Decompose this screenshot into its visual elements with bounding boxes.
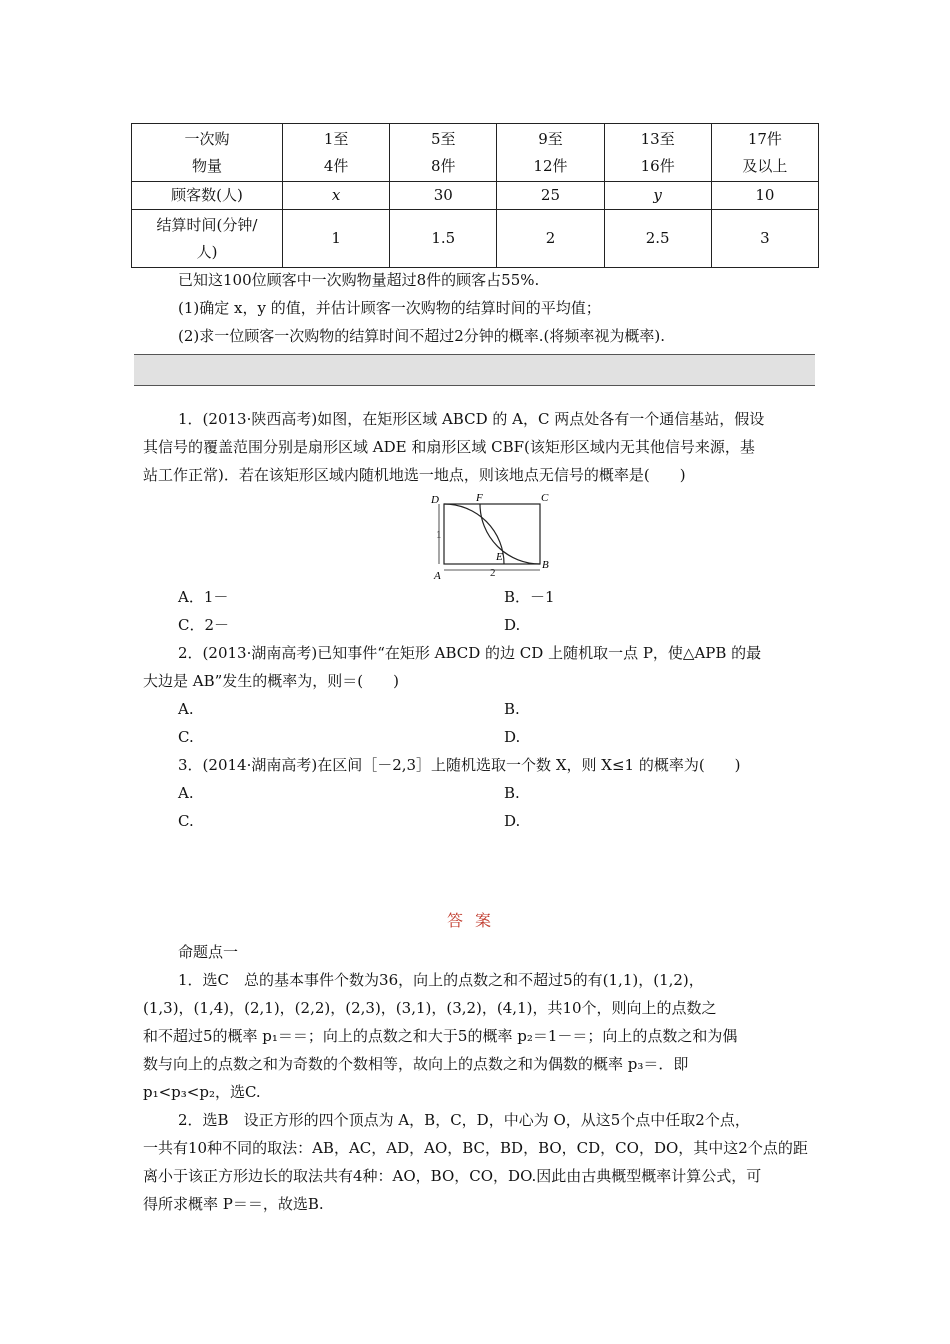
table-cell — [283, 124, 390, 182]
question-line: 大边是 AB”发生的概率为，则＝( ) — [143, 672, 399, 690]
answer-line: 离小于该正方形边长的取法共有4种：AO，BO，CO，DO.因此由古典概型概率计算公式，可 — [143, 1167, 762, 1185]
table-cell — [711, 124, 818, 182]
cell-line: 结算时间(分钟/ 人) — [156, 215, 258, 261]
table-row — [132, 210, 819, 268]
arc-cbf — [480, 504, 540, 564]
cell-line: 17件 及以上 — [742, 129, 788, 175]
table-cell: y — [604, 182, 711, 210]
arc-ade — [444, 504, 504, 564]
answer-line: 1．选C 总的基本事件个数为36，向上的点数之和不超过5的有(1,1)，(1,2)， — [178, 971, 704, 989]
answer-line: (1,3)，(1,4)，(2,1)，(2,2)，(2,3)，(3,1)，(3,2)，(4,1)，共10个，则向上的点数之 — [143, 999, 717, 1017]
label-c: C — [541, 492, 549, 504]
table-cell: x — [283, 182, 390, 210]
label-b: B — [542, 559, 549, 571]
question-line: 2．(2013·湖南高考)已知事件“在矩形 ABCD 的边 CD 上随机取一点 P，使△APB 的最 — [178, 644, 762, 662]
option-c: C. — [178, 812, 194, 830]
question-line: 站工作正常)．若在该矩形区域内随机地选一地点，则该地点无信号的概率是( ) — [143, 466, 686, 484]
option-b: B. — [504, 784, 520, 802]
table-cell: 1.5 — [390, 210, 497, 268]
rectangle-abcd — [444, 504, 540, 564]
answer-line: p₁<p₃<p₂，选C. — [143, 1083, 261, 1101]
table-cell: 1 — [283, 210, 390, 268]
label-2: 2 — [490, 567, 496, 579]
table-row — [132, 124, 819, 182]
option-b: B．－1 — [504, 588, 555, 606]
data-table — [131, 123, 819, 268]
answer-line: 2．选B 设正方形的四个顶点为 A，B，C，D，中心为 O，从这5个点中任取2个点， — [178, 1111, 750, 1129]
section-heading: 命题点一 — [178, 943, 239, 961]
table-cell — [497, 124, 604, 182]
table-cell: 25 — [497, 182, 604, 210]
question-line: 3．(2014·湖南高考)在区间［－2,3］上随机选取一个数 X，则 X≤1 的概率为( ) — [178, 756, 741, 774]
label-e: E — [496, 551, 503, 563]
table-cell — [132, 124, 283, 182]
label-1: 1 — [436, 529, 442, 541]
intro-line: 已知这100位顾客中一次购物量超过8件的顾客占55%. — [178, 271, 540, 289]
option-b: B. — [504, 700, 520, 718]
cell-line: 1至 4件 — [323, 129, 349, 175]
cell-line: 13至 16件 — [640, 129, 675, 175]
option-d: D. — [504, 616, 521, 634]
intro-line: (2)求一位顾客一次购物的结算时间不超过2分钟的概率.(将频率视为概率). — [178, 327, 666, 345]
question-line: 1．(2013·陕西高考)如图，在矩形区域 ABCD 的 A，C 两点处各有一个通信基站，假设 — [178, 410, 765, 428]
section-bar — [134, 354, 815, 386]
option-a: A. — [178, 784, 194, 802]
intro-line: (1)确定 x，y 的值，并估计顾客一次购物的结算时间的平均值； — [178, 299, 601, 317]
table-cell — [390, 124, 497, 182]
table-cell: 3 — [711, 210, 818, 268]
table-cell: 2 — [497, 210, 604, 268]
answer-line: 和不超过5的概率 p₁＝＝；向上的点数之和大于5的概率 p₂＝1－＝；向上的点数之和为偶 — [143, 1027, 738, 1045]
table-cell: 2.5 — [604, 210, 711, 268]
table-cell: 顾客数(人) — [132, 182, 283, 210]
option-c: C．2－ — [178, 616, 230, 634]
option-a: A. — [178, 700, 194, 718]
answer-line: 数与向上的点数之和为奇数的个数相等，故向上的点数之和为偶数的概率 p₃＝．即 — [143, 1055, 689, 1073]
label-d: D — [431, 494, 439, 506]
cell-line: 一次购 物量 — [184, 129, 230, 175]
option-c: C. — [178, 728, 194, 746]
cell-line: 9至 12件 — [533, 129, 568, 175]
option-d: D. — [504, 728, 521, 746]
cell-line: 5至 8件 — [431, 129, 456, 175]
option-a: A．1－ — [178, 588, 229, 606]
answer-line: 一共有10种不同的取法：AB，AC，AD，AO，BC，BD，BO，CD，CO，DO，其中这2个点的距 — [143, 1139, 808, 1157]
option-d: D. — [504, 812, 521, 830]
table-cell — [132, 210, 283, 268]
answer-line: 得所求概率 P＝＝，故选B. — [143, 1195, 324, 1213]
table-cell: 30 — [390, 182, 497, 210]
rectangle-figure — [428, 490, 558, 582]
answers-title: 答案 — [446, 911, 503, 930]
table-cell — [604, 124, 711, 182]
question-line: 其信号的覆盖范围分别是扇形区域 ADE 和扇形区域 CBF(该矩形区域内无其他信号来源，基 — [143, 438, 755, 456]
label-f: F — [476, 492, 483, 504]
label-a: A — [434, 570, 441, 582]
table-cell: 10 — [711, 182, 818, 210]
table-row — [132, 182, 819, 210]
